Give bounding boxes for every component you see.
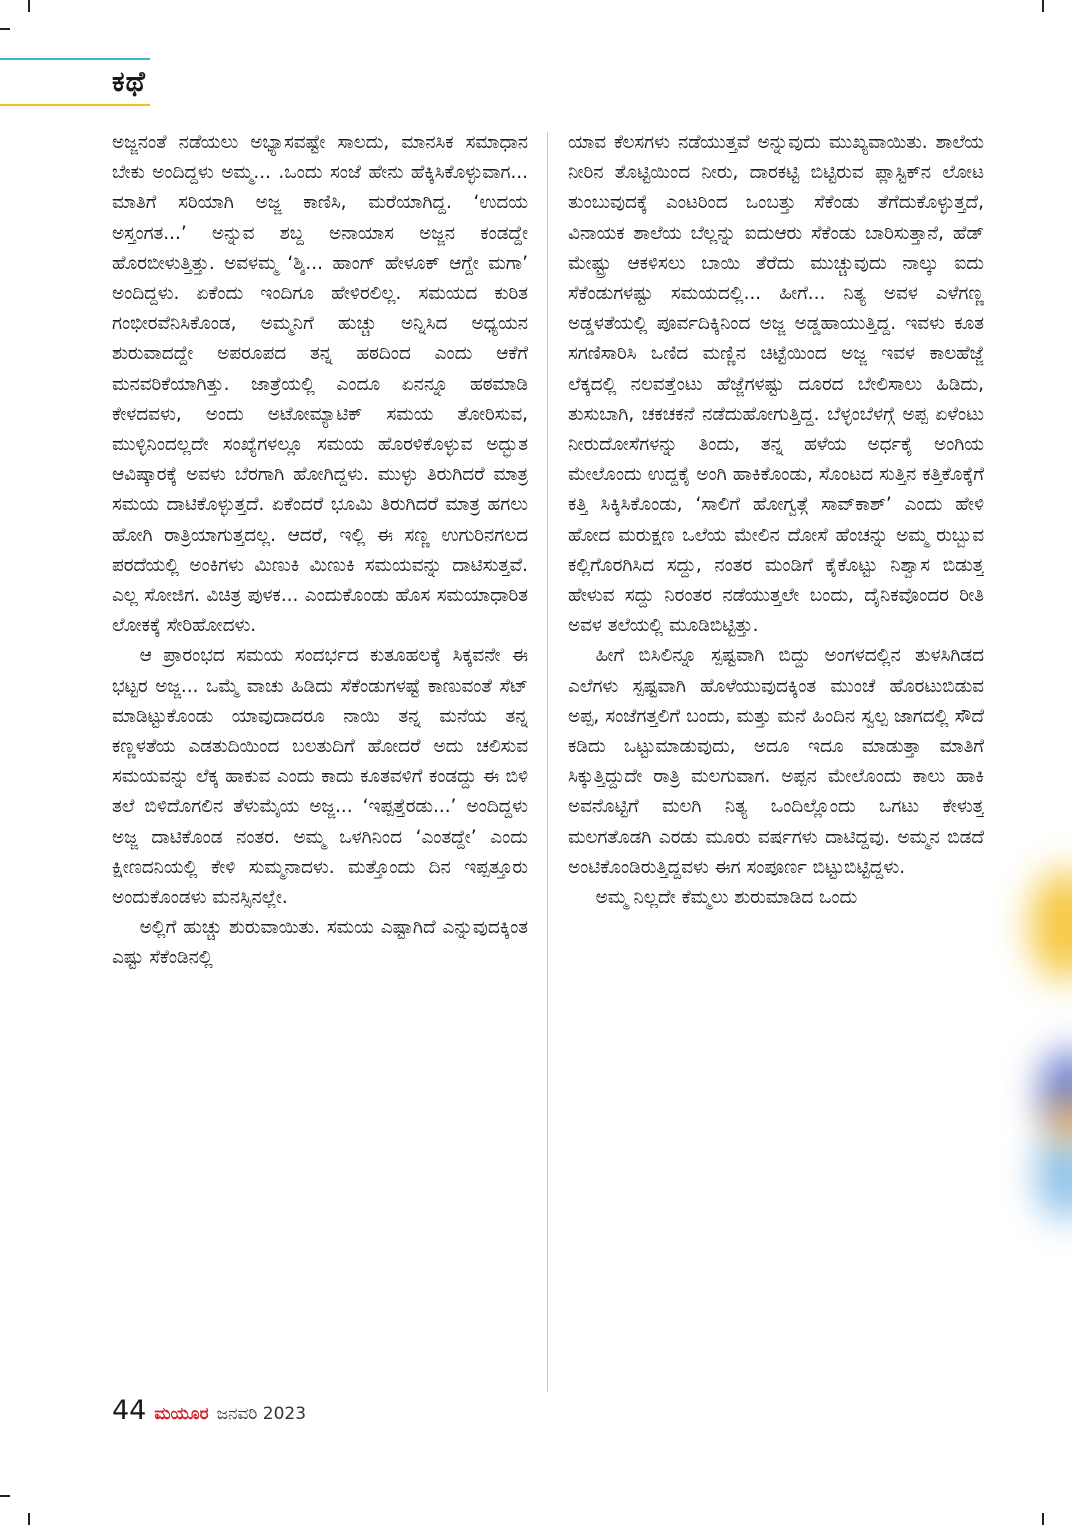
crop-mark [0, 1495, 10, 1497]
crop-mark [28, 0, 30, 12]
header-rule-top [0, 58, 150, 60]
column-divider [547, 132, 548, 1392]
crop-mark [1042, 1513, 1044, 1525]
paragraph: ಅಲ್ಲಿಗೆ ಹುಚ್ಚು ಶುರುವಾಯಿತು. ಸಮಯ ಎಷ್ಟಾಗಿದೆ ಎನ್ನುವುದಕ್ಕಿಂತ ಎಷ್ಟು ಸೆಕೆಂಡಿನಲ್ಲಿ [112, 917, 528, 969]
page-number: 44 [112, 1395, 147, 1426]
issue-date: ಜನವರಿ 2023 [216, 1404, 307, 1424]
magazine-logo: ಮಯೂರ [154, 1404, 209, 1424]
paragraph: ಅಜ್ಜನಂತೆ ನಡೆಯಲು ಅಭ್ಯಾಸವಷ್ಟೇ ಸಾಲದು, ಮಾನಸಿಕ ಸಮಾಧಾನ ಬೇಕು ಅಂದಿದ್ದಳು ಅಮ್ಮ... .ಒಂದು ಸಂಜೆ ಹೇನು ಹೆಕ್ಕಿಸಿಕೊಳ್ಳುವಾಗ... ಮಾತಿಗೆ ಸರಿಯಾಗಿ ಅಜ್ಜ ಕಾಣಿಸಿ, ಮರೆಯಾಗಿದ್ದ. ‘ಉದಯ ಅಸ್ತಂಗತ...’ ಅನ್ನುವ ಶಬ್ದ ಅನಾಯಾಸ ಅಜ್ಜನ ಕಂಡದ್ದೇ ಹೊರಬೀಳುತ್ತಿತ್ತು. ಅವಳಮ್ಮ ‘ಶ್ಶಿ... ಹಾಂಗ್ ಹೇಳೂಕ್ ಆಗ್ದೇ ಮಗಾ’ ಅಂದಿದ್ದಳು. ಏಕೆಂದು ಇಂದಿಗೂ ಹೇಳಿರಲಿಲ್ಲ. ಸಮಯದ ಕುರಿತ ಗಂಭೀರವೆನಿಸಿಕೊಂಡ, ಅಮ್ಮನಿಗೆ ಹುಚ್ಚು ಅನ್ನಿಸಿದ ಅಧ್ಯಯನ ಶುರುವಾದದ್ದೇ ಅಪರೂಪದ ತನ್ನ ಹಠದಿಂದ ಎಂದು ಆಕೆಗೆ ಮನವರಿಕೆಯಾಗಿತ್ತು. ಜಾತ್ರೆಯಲ್ಲಿ ಎಂದೂ ಏನನ್ನೂ ಹಠಮಾಡಿ ಕೇಳದವಳು, ಅಂದು ಅಟೋಮ್ಯಾಟಿಕ್ ಸಮಯ ತೋರಿಸುವ, ಮುಳ್ಳಿನಿಂದಲ್ಲದೇ ಸಂಖ್ಯೆಗಳಲ್ಲೂ ಸಮಯ ಹೊರಳಿಕೊಳ್ಳುವ ಅದ್ಭುತ ಆವಿಷ್ಕಾರಕ್ಕೆ ಅವಳು ಬೆರಗಾಗಿ ಹೋಗಿದ್ದಳು. ಮುಳ್ಳು ತಿರುಗಿದರೆ ಮಾತ್ರ ಸಮಯ ದಾಟಿಕೊಳ್ಳುತ್ತದೆ. ಏಕೆಂದರೆ ಭೂಮಿ ತಿರುಗಿದರೆ ಮಾತ್ರ ಹಗಲು ಹೋಗಿ ರಾತ್ರಿಯಾಗುತ್ತದಲ್ಲ. ಆದರೆ, ಇಲ್ಲಿ ಈ ಸಣ್ಣ ಉಗುರಿನಗಲದ ಪರದೆಯಲ್ಲಿ ಅಂಕಿಗಳು ಮಿಣುಕಿ ಮಿಣುಕಿ ಸಮಯವನ್ನು ದಾಟಿಸುತ್ತವೆ. ಎಲ್ಲ ಸೋಜಿಗ. ವಿಚಿತ್ರ ಪುಳಕ... ಎಂದುಕೊಂಡು ಹೊಸ ಸಮಯಾಧಾರಿತ ಲೋಕಕ್ಕೆ ಸೇರಿಹೋದಳು. [112, 132, 528, 637]
paragraph: ಯಾವ ಕೆಲಸಗಳು ನಡೆಯುತ್ತವೆ ಅನ್ನುವುದು ಮುಖ್ಯವಾಯಿತು. ಶಾಲೆಯ ನೀರಿನ ತೊಟ್ಟಿಯಿಂದ ನೀರು, ದಾರಕಟ್ಟಿ ಬಿಟ್ಟಿರುವ ಪ್ಲಾಸ್ಟಿಕ್‌ನ ಲೋಟ ತುಂಬುವುದಕ್ಕೆ ಎಂಟರಿಂದ ಒಂಬತ್ತು ಸೆಕೆಂಡು ತೆಗೆದುಕೊಳ್ಳುತ್ತದೆ, ವಿನಾಯಕ ಶಾಲೆಯ ಬೆಲ್ಲನ್ನು ಐದುಆರು ಸೆಕೆಂಡು ಬಾರಿಸುತ್ತಾನೆ, ಹೆಡ್ ಮೇಷ್ಟ್ರು ಆಕಳಿಸಲು ಬಾಯಿ ತೆರೆದು ಮುಚ್ಚುವುದು ನಾಲ್ಕು ಐದು ಸೆಕೆಂಡುಗಳಷ್ಟು ಸಮಯದಲ್ಲಿ... ಹೀಗೆ... ನಿತ್ಯ ಅವಳ ಎಳೆಗಣ್ಣ ಅಡ್ಡಳತೆಯಲ್ಲಿ ಪೂರ್ವದಿಕ್ಕಿನಿಂದ ಅಜ್ಜ ಅಡ್ಡಹಾಯುತ್ತಿದ್ದ. ಇವಳು ಕೂತ ಸಗಣಿಸಾರಿಸಿ ಒಣಿದ ಮಣ್ಣಿನ ಚಿಟ್ಟೆಯಿಂದ ಅಜ್ಜ ಇವಳ ಕಾಲಹೆಜ್ಜೆ ಲೆಕ್ಕದಲ್ಲಿ ನಲವತ್ತೆಂಟು ಹೆಜ್ಜೆಗಳಷ್ಟು ದೂರದ ಬೇಲಿಸಾಲು ಹಿಡಿದು, ತುಸುಬಾಗಿ, ಚಕಚಕನೆ ನಡೆದುಹೋಗುತ್ತಿದ್ದ. ಬೆಳ್ಳಂಬೆಳಗ್ಗೆ ಅಪ್ಪ ಏಳೆಂಟು ನೀರುದೋಸೆಗಳನ್ನು ತಿಂದು, ತನ್ನ ಹಳೆಯ ಅರ್ಧಕೈ ಅಂಗಿಯ ಮೇಲೊಂದು ಉದ್ದಕೈ ಅಂಗಿ ಹಾಕಿಕೊಂಡು, ಸೊಂಟದ ಸುತ್ತಿನ ಕತ್ತಿಕೊಕ್ಕೆಗೆ ಕತ್ತಿ ಸಿಕ್ಕಿಸಿಕೊಂಡು, ‘ಸಾಲಿಗೆ ಹೋಗ್ವತ್ಗೆ ಸಾವ್‌ಕಾಶ್’ ಎಂದು ಹೇಳಿ ಹೋದ ಮರುಕ್ಷಣ ಒಲೆಯ ಮೇಲಿನ ದೋಸೆ ಹೆಂಚನ್ನು ಅಮ್ಮ ರುಬ್ಬುವ ಕಲ್ಲಿಗೊರಗಿಸಿದ ಸದ್ದು, ನಂತರ ಮಂಡಿಗೆ ಕೈಕೊಟ್ಟು ನಿಶ್ವಾಸ ಬಿಡುತ್ತ ಹೇಳುವ ಸದ್ದು ನಿರಂತರ ನಡೆಯುತ್ತಲೇ ಬಂದು, ದೈನಿಕವೊಂದರ ರೀತಿ ಅವಳ ತಲೆಯಲ್ಲಿ ಮೂಡಿಬಿಟ್ಟಿತ್ತು. [568, 132, 984, 637]
decorative-art [1036, 1130, 1072, 1220]
article-column-right [568, 128, 984, 1376]
page-footer [112, 1395, 306, 1427]
section-title: ಕಥೆ [112, 65, 146, 98]
header-rule-bottom [0, 104, 150, 106]
crop-mark [1042, 0, 1044, 12]
paragraph: ಹೀಗೆ ಬಿಸಿಲಿನ್ನೂ ಸ್ಪಷ್ಟವಾಗಿ ಬಿದ್ದು ಅಂಗಳದಲ್ಲಿನ ತುಳಸಿಗಿಡದ ಎಲೆಗಳು ಸ್ಪಷ್ಟವಾಗಿ ಹೊಳೆಯುವುದಕ್ಕಿಂತ ಮುಂಚೆ ಹೊರಟುಬಿಡುವ ಅಪ್ಪ, ಸಂಜೆಗತ್ತಲಿಗೆ ಬಂದು, ಮತ್ತು ಮನೆ ಹಿಂದಿನ ಸ್ವಲ್ಪ ಜಾಗದಲ್ಲಿ ಸೌದೆ ಕಡಿದು ಒಟ್ಟುಮಾಡುವುದು, ಅದೂ ಇದೂ ಮಾಡುತ್ತಾ ಮಾತಿಗೆ ಸಿಕ್ಕುತ್ತಿದ್ದುದೇ ರಾತ್ರಿ ಮಲಗುವಾಗ. ಅಪ್ಪನ ಮೇಲೊಂದು ಕಾಲು ಹಾಕಿ ಅವನೊಟ್ಟಿಗೆ ಮಲಗಿ ನಿತ್ಯ ಒಂದಿಲ್ಲೊಂದು ಒಗಟು ಕೇಳುತ್ತ ಮಲಗತೊಡಗಿ ಎರಡು ಮೂರು ವರ್ಷಗಳು ದಾಟಿದ್ದವು. ಅಮ್ಮನ ಬಿಡದೆ ಅಂಟಿಕೊಂಡಿರುತ್ತಿದ್ದವಳು ಈಗ ಸಂಪೂರ್ಣ ಬಿಟ್ಟುಬಿಟ್ಟಿದ್ದಳು. [568, 645, 984, 878]
decorative-art [1030, 870, 1072, 980]
paragraph: ಆ ಪ್ರಾರಂಭದ ಸಮಯ ಸಂದರ್ಭದ ಕುತೂಹಲಕ್ಕೆ ಸಿಕ್ಕವನೇ ಈ ಭಟ್ಟರ ಅಜ್ಜ... ಒಮ್ಮೆ ವಾಚು ಹಿಡಿದು ಸೆಕೆಂಡುಗಳಷ್ಟೆ ಕಾಣುವಂತೆ ಸೆಟ್ ಮಾಡಿಟ್ಟುಕೊಂಡು ಯಾವುದಾದರೂ ನಾಯಿ ತನ್ನ ಮನೆಯ ತನ್ನ ಕಣ್ಣಳತೆಯ ಎಡತುದಿಯಿಂದ ಬಲತುದಿಗೆ ಹೋದರೆ ಅದು ಚಲಿಸುವ ಸಮಯವನ್ನು ಲೆಕ್ಕ ಹಾಕುವ ಎಂದು ಕಾದು ಕೂತವಳಿಗೆ ಕಂಡದ್ದು ಈ ಬಿಳಿ ತಲೆ ಬಿಳಿದೊಗಲಿನ ತೆಳುಮೈಯ ಅಜ್ಜ... ‘ಇಪ್ಪತ್ತೆರಡು...’ ಅಂದಿದ್ದಳು ಅಜ್ಜ ದಾಟಿಕೊಂಡ ನಂತರ. ಅಮ್ಮ ಒಳಗಿನಿಂದ ‘ಎಂತದ್ದೇ’ ಎಂದು ಕ್ಷೀಣದನಿಯಲ್ಲಿ ಕೇಳಿ ಸುಮ್ಮನಾದಳು. ಮತ್ತೊಂದು ದಿನ ಇಪ್ಪತ್ತೂರು ಅಂದುಕೊಂಡಳು ಮನಸ್ಸಿನಲ್ಲೇ. [112, 645, 528, 909]
paragraph: ಅಮ್ಮ ನಿಲ್ಲದೇ ಕೆಮ್ಮಲು ಶುರುಮಾಡಿದ ಒಂದು [595, 887, 858, 909]
crop-mark [0, 28, 10, 30]
article-column-left [112, 128, 528, 1376]
crop-mark [28, 1513, 30, 1525]
